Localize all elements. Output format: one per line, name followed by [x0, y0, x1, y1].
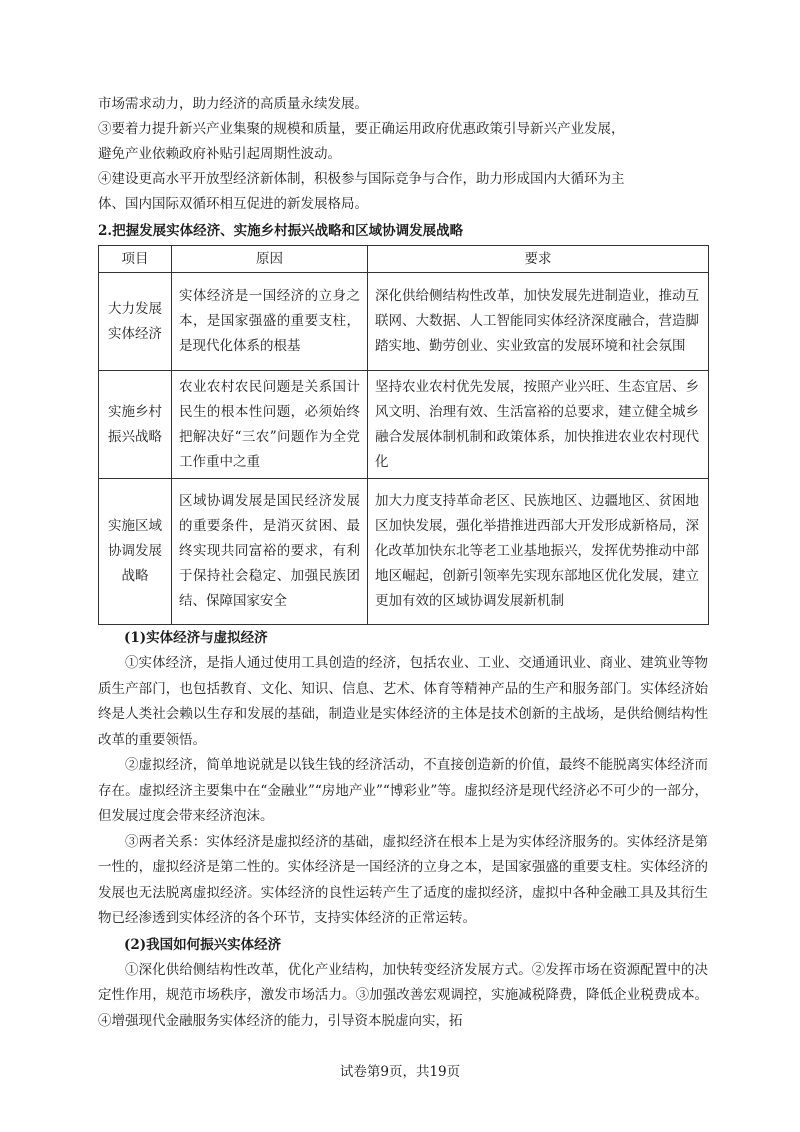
strategy-table: [98, 245, 709, 625]
row-project: 实施区域协调发展战略: [99, 479, 172, 625]
subsection-2-title: (2)我国如何振兴实体经济: [124, 936, 282, 953]
row-project: 大力发展实体经济: [99, 273, 172, 371]
row-reason: 农业农村农民问题是关系国计民生的根本性问题，必须始终把解决好“三农”问题作为全党工作重中之重: [172, 371, 368, 479]
table-row: [99, 371, 709, 479]
row-reason: 实体经济是一国经济的立身之本，是国家强盛的重要支柱，是现代化体系的根基: [172, 273, 368, 371]
section-title: 2.把握发展实体经济、实施乡村振兴战略和区域协调发展战略: [98, 223, 464, 239]
subsection-1-title: (1)实体经济与虚拟经济: [124, 630, 268, 646]
subsection-1-paragraph: ②虚拟经济，简单地说就是以钱生钱的经济活动，不直接创造新的价值，最终不能脱离实体经济而存在。虚拟经济主要集中在“金融业”“房地产业”“博彩业”等。虚拟经济是现代经济必不可少的一部分，但发展过度会带来经济泡沫。: [98, 757, 708, 824]
page-footer: 试卷第9页，共19页: [339, 1064, 461, 1080]
subsection-1-paragraph: ①实体经济，是指人通过使用工具创造的经济，包括农业、工业、交通通讯业、商业、建筑业等物质生产部门，也包括教育、文化、知识、信息、艺术、体育等精神产品的生产和服务部门。实体经济始终是人类社会赖以生存和发展的基础，制造业是实体经济的主体是技术创新的主战场，是供给侧结构性改革的重要领悟。: [98, 655, 708, 748]
subsection-2-paragraph: ①深化供给侧结构性改革，优化产业结构，加快转变经济发展方式。②发挥市场在资源配置中的决定性作用，规范市场秩序，激发市场活力。③加强改善宏观调控，实施减税降费，降低企业税费成本。④增强现代金融服务实体经济的能力，引导资本脱虚向实，拓: [98, 961, 708, 1029]
table-header-row: [99, 246, 709, 273]
row-reason: 区域协调发展是国民经济发展的重要条件，是消灭贫困、最终实现共同富裕的要求，有利于保持社会稳定、加强民族团结、保障国家安全: [172, 479, 368, 625]
intro-line-5: 体、国内国际双循环相互促进的新发展格局。: [98, 196, 368, 212]
header-requirement: 要求: [368, 246, 709, 273]
subsection-1-paragraph: ③两者关系：实体经济是虚拟经济的基础，虚拟经济在根本上是为实体经济服务的。实体经济是第一性的，虚拟经济是第二性的。实体经济是一国经济的立身之本，是国家强盛的重要支柱。实体经济的发展也无法脱离虚拟经济。实体经济的良性运转产生了适度的虚拟经济，虚拟中各种金融工具及其衍生物已经渗透到实体经济的各个环节，支持实体经济的正常运转。: [98, 833, 708, 926]
document-page: [98, 92, 708, 1034]
intro-line-3: 避免产业依赖政府补贴引起周期性波动。: [98, 146, 341, 162]
header-reason: 原因: [172, 246, 368, 273]
intro-line-1: 市场需求动力，助力经济的高质量永续发展。: [98, 96, 368, 112]
intro-line-4: ④建设更高水平开放型经济新体制，积极参与国际竞争与合作，助力形成国内大循环为主: [98, 171, 625, 187]
row-requirement: 坚持农业农村优先发展，按照产业兴旺、生态宜居、乡风文明、治理有效、生活富裕的总要求，建立健全城乡融合发展体制机制和政策体系，加快推进农业农村现代化: [368, 371, 709, 479]
table-row: [99, 479, 709, 625]
row-requirement: 加大力度支持革命老区、民族地区、边疆地区、贫困地区加快发展，强化举措推进西部大开发形成新格局，深化改革加快东北等老工业基地振兴，发挥优势推动中部地区崛起，创新引领率先实现东部地区优化发展，建立更加有效的区域协调发展新机制: [368, 479, 709, 625]
intro-line-2: ③要着力提升新兴产业集聚的规模和质量，要正确运用政府优惠政策引导新兴产业发展，: [98, 121, 625, 137]
header-project: 项目: [99, 246, 172, 273]
row-project: 实施乡村振兴战略: [99, 371, 172, 479]
row-requirement: 深化供给侧结构性改革，加快发展先进制造业，推动互联网、大数据、人工智能同实体经济深度融合，营造脚踏实地、勤劳创业、实业致富的发展环境和社会氛围: [368, 273, 709, 371]
table-row: [99, 273, 709, 371]
